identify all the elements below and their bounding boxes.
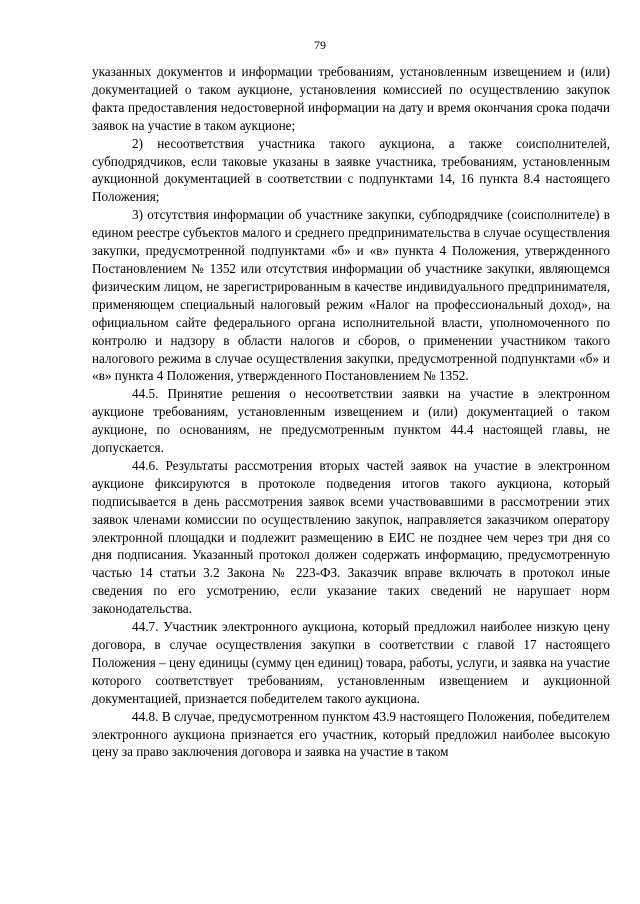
paragraph-44-6: 44.6. Результаты рассмотрения вторых частей заявок на участие в электронном аукционе фиксируются в протоколе подведения итогов такого аукциона, который подписывается в день рассмотрения заявок всеми участвовавшими в рассмотрении этих заявок членами комиссии по осуществлению закупок, направляется заказчиком оператору электронной площадки и подлежит размещению в ЕИС не позднее чем через три дня со дня подписания. Указанный протокол должен содержать информацию, предусмотренную частью 14 статьи 3.2 Закона № 223-ФЗ. Заказчик вправе включать в протокол иные сведения по его усмотрению, если указание таких сведений не нарушает норм законодательства.: [92, 457, 610, 617]
document-body: [92, 63, 610, 761]
page-number: 79: [314, 38, 326, 52]
paragraph-item-3: 3) отсутствия информации об участнике закупки, субподрядчике (соисполнителе) в едином реестре субъектов малого и среднего предпринимательства в случае осуществления закупки, предусмотренной подпунктами «б» и «в» пункта 4 Положения, утвержденного Постановлением № 1352 или отсутствия информации об участнике закупки, являющемся физическим лицом, не зарегистрированным в качестве индивидуального предпринимателя, применяющем специальный налоговый режим «Налог на профессиональный доход», на официальном сайте федерального органа исполнительной власти, уполномоченного по контролю и надзору в области налогов и сборов, о применении участником такого налогового режима в случае осуществления закупки, предусмотренной подпунктами «б» и «в» пункта 4 Положения, утвержденного Постановлением № 1352.: [92, 207, 610, 384]
paragraph-continuation: указанных документов и информации требованиям, установленным извещением и (или) документацией о таком аукционе, установления комиссией по осуществлению закупок факта предоставления недостоверной информации на дату и время окончания срока подачи заявок на участие в таком аукционе;: [92, 64, 610, 133]
paragraph-44-8: 44.8. В случае, предусмотренном пунктом 43.9 настоящего Положения, победителем электронного аукциона признается его участник, который предложил наиболее высокую цену за право заключения договора и заявка на участие в таком: [92, 708, 610, 760]
paragraph-44-7: 44.7. Участник электронного аукциона, который предложил наиболее низкую цену договора, в случае осуществления закупки в соответствии с главой 17 настоящего Положения – цену единицы (сумму цен единиц) товара, работы, услуги, и заявка на участие которого соответствует требованиям, установленным извещением и аукционной документацией, признается победителем такого аукциона.: [92, 619, 610, 706]
paragraph-44-5: 44.5. Принятие решения о несоответствии заявки на участие в электронном аукционе требованиям, установленным извещением и (или) документацией о таком аукционе, по основаниям, не предусмотренным пунктом 44.4 настоящей главы, не допускается.: [92, 386, 610, 456]
paragraph-item-2: 2) несоответствия участника такого аукциона, а также соисполнителей, субподрядчиков, если таковые указаны в заявке участника, требованиям, установленным аукционной документацией в соответствии с подпунктами 14, 16 пункта 8.4 настоящего Положения;: [92, 135, 610, 205]
